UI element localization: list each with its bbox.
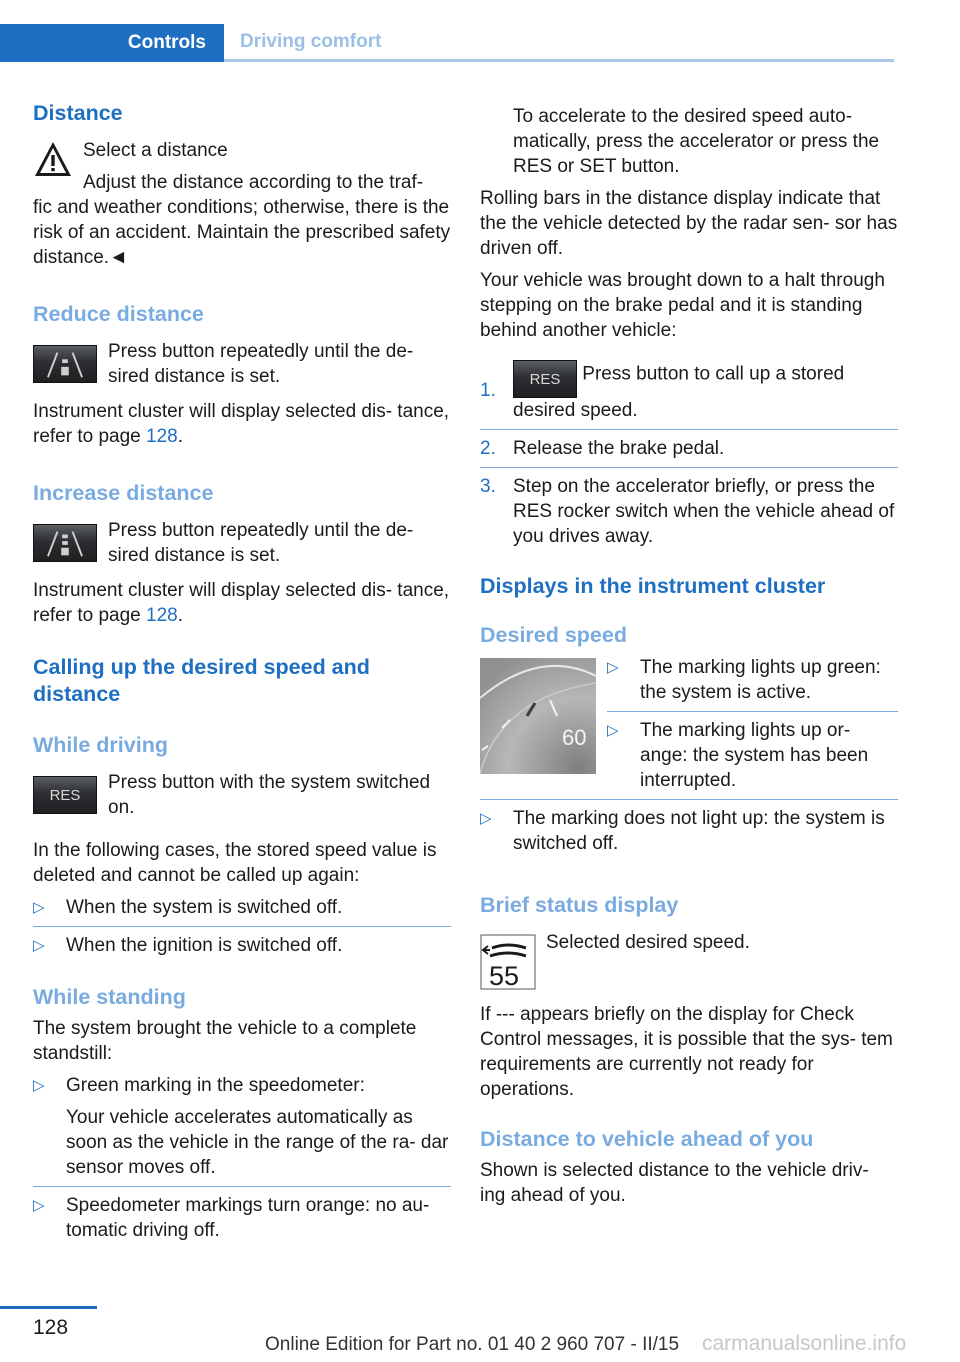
page-link[interactable]: 128 (146, 605, 178, 626)
while-driving-row (33, 770, 451, 820)
triangle-bullet-icon: ▷ (33, 937, 45, 954)
check-text: If --- appears briefly on the display for Check Control messages, it is possible that the sys- tem requirements are currently not ready for operations. (480, 1004, 893, 1100)
speed-display-number: 55 (489, 961, 520, 990)
warning-title: Select a distance (83, 140, 228, 161)
warning-triangle-icon (33, 140, 73, 178)
reduce-distance-button-icon (33, 345, 97, 383)
accelerate-text: To accelerate to the desired speed auto- matically, press the accelerator or press the RES or SET button. (513, 106, 880, 177)
steps-list (480, 360, 898, 549)
heading-while-driving: While driving (33, 733, 168, 757)
list-item: ▷ When the system is switched off. (33, 897, 343, 918)
heading-desired-speed: Desired speed (480, 623, 627, 647)
desired-speed-list-cont (480, 799, 898, 856)
watermark: carmanualsonline.info (702, 1332, 907, 1355)
page-number: 128 (33, 1316, 69, 1339)
heading-distance-ahead: Distance to vehicle ahead of you (480, 1127, 814, 1151)
while-driving-text: Press button with the system switched on. (108, 772, 431, 818)
list-item: ▷ The marking lights up green: the system is active. (607, 657, 881, 703)
list-item: ▷ Green marking in the speedometer: Your vehicle accelerates automatically as soon as the vehicle in the range of the ra- dar sensor moves off. (33, 1075, 449, 1178)
desired-speed-list (607, 655, 898, 793)
speed-display-icon (480, 934, 536, 990)
increase-distance-button-icon (33, 524, 97, 562)
heading-distance: Distance (33, 101, 123, 125)
res-button-icon: RES (33, 776, 97, 814)
res-button-icon: RES (513, 360, 577, 398)
increase-cluster-text: Instrument cluster will display selected dis- tance, refer to page 128. (33, 580, 450, 626)
speedometer-number: 60 (562, 725, 587, 750)
triangle-bullet-icon: ▷ (480, 810, 492, 827)
triangle-bullet-icon: ▷ (607, 659, 619, 676)
heading-increase-distance: Increase distance (33, 481, 214, 505)
list-item: 3. Step on the accelerator briefly, or press the RES rocker switch when the vehicle ahead of you drives away. (480, 467, 898, 549)
standing-text: The system brought the vehicle to a complete standstill: (33, 1018, 417, 1064)
left-column (33, 100, 451, 1243)
brief-status-row (480, 930, 898, 990)
reduce-text: Press button repeatedly until the de- sired distance is set. (108, 341, 414, 387)
edition-text: Online Edition for Part no. 01 40 2 960 707 - II/15 (265, 1334, 680, 1355)
desired-speed-block (480, 658, 898, 793)
page-header (0, 24, 960, 62)
brief-text: Selected desired speed. (546, 932, 750, 953)
list-item: 2. Release the brake pedal. (480, 429, 898, 461)
increase-row (33, 518, 451, 568)
tab-driving-comfort[interactable]: Driving comfort (224, 24, 894, 62)
heading-calling-up: Calling up the desired speed and distance (33, 655, 370, 706)
heading-reduce-distance: Reduce distance (33, 302, 204, 326)
speedometer-image (480, 658, 596, 774)
triangle-bullet-icon: ▷ (33, 899, 45, 916)
reduce-row (33, 339, 451, 389)
reduce-cluster-text: Instrument cluster will display selected dis- tance, refer to page 128. (33, 401, 450, 447)
cases-text: In the following cases, the stored speed value is deleted and cannot be called up again: (33, 840, 437, 886)
cases-list (33, 895, 451, 958)
list-item: 1. RES Press button to call up a stored desired speed. (480, 360, 898, 423)
tab-controls[interactable]: Controls (0, 24, 224, 62)
standing-list (33, 1073, 451, 1243)
triangle-bullet-icon: ▷ (607, 722, 619, 739)
triangle-bullet-icon: ▷ (33, 1197, 45, 1214)
warning-text-rest: fic and weather conditions; otherwise, there is the risk of an accident. Maintain the prescribed safety distance.◄ (33, 197, 451, 268)
list-item: ▷ When the ignition is switched off. (33, 926, 451, 958)
warning-text-first: Adjust the distance according to the traf- (83, 172, 424, 193)
list-item: ▷ The marking lights up or- ange: the system has been interrupted. (607, 711, 898, 793)
page-link[interactable]: 128 (146, 426, 178, 447)
warning-block (33, 138, 451, 195)
footer-rule (0, 1306, 97, 1309)
increase-text: Press button repeatedly until the de- sired distance is set. (108, 520, 414, 566)
heading-brief-status: Brief status display (480, 893, 679, 917)
right-column (480, 104, 898, 1208)
heading-displays: Displays in the instrument cluster (480, 574, 826, 598)
halt-text: Your vehicle was brought down to a halt through stepping on the brake pedal and it is standing behind another vehicle: (480, 270, 885, 341)
list-item: ▷ Speedometer markings turn orange: no au- tomatic driving off. (33, 1186, 451, 1243)
list-item: ▷ The marking does not light up: the system is switched off. (480, 799, 898, 856)
rolling-text: Rolling bars in the distance display indicate that the the vehicle detected by the radar sen- sor has driven off. (480, 188, 898, 259)
heading-while-standing: While standing (33, 985, 186, 1009)
triangle-bullet-icon: ▷ (33, 1077, 45, 1094)
ahead-text: Shown is selected distance to the vehicle driv- ing ahead of you. (480, 1160, 869, 1206)
